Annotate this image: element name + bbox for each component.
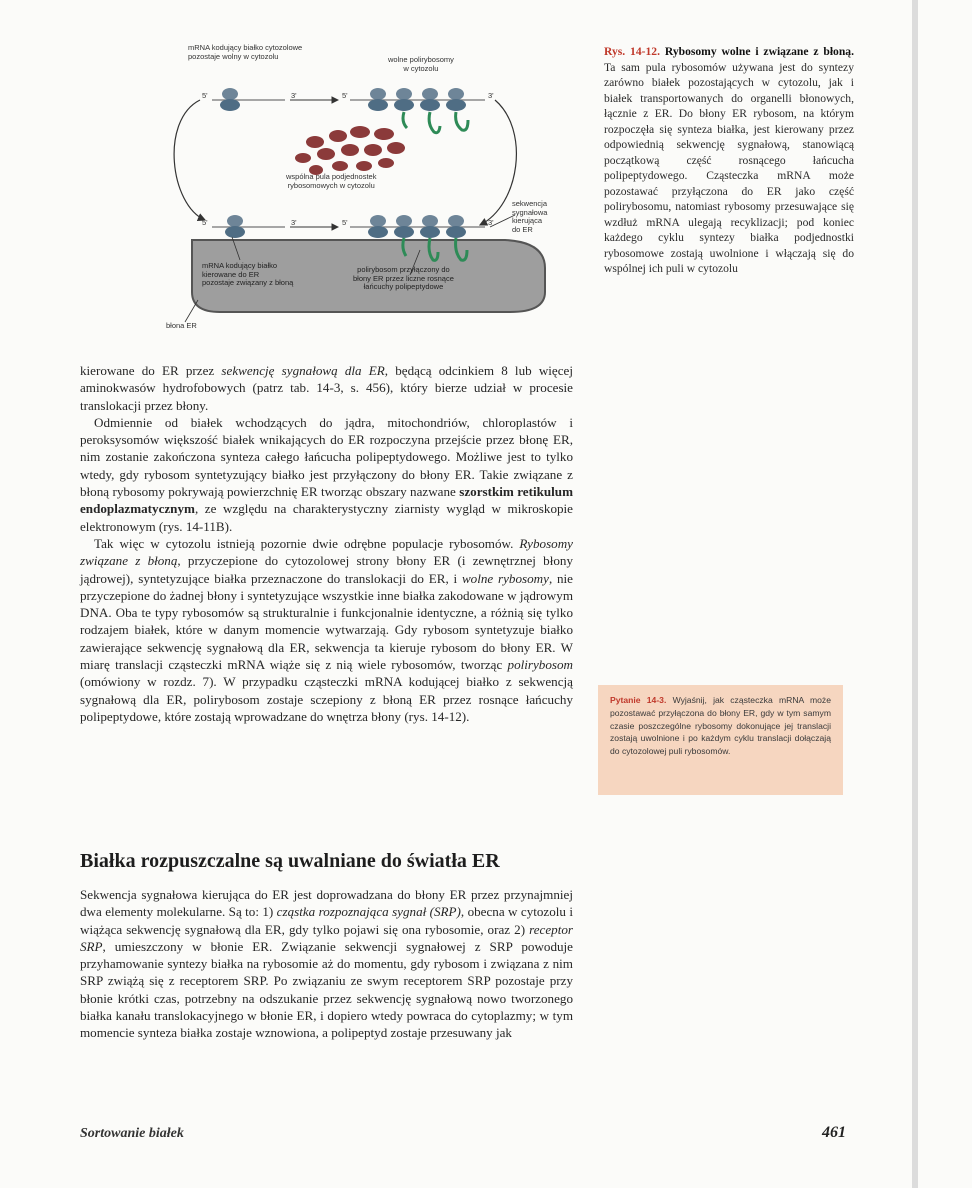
main-body bbox=[80, 362, 573, 725]
section-body bbox=[80, 886, 573, 1042]
paragraph: kierowane do ER przez sekwencję sygnałową dla ER, będącą odcinkiem 8 lub więcej aminokwasów hydrofobowych (patrz tab. 14-3, s. 456), który bierze udział w procesie translokacji przez błony. bbox=[80, 363, 574, 413]
label-mrna-free: mRNA kodujący białko cytozolowe pozostaje wolny w cytozolu bbox=[188, 43, 303, 61]
caption-title: Rybosomy wolne i związane z błoną. bbox=[664, 45, 854, 58]
subunit-pool-icon bbox=[295, 126, 405, 175]
recycle-arrow-right bbox=[480, 100, 516, 225]
figure-caption bbox=[604, 44, 854, 277]
caption-text: Ta sam pula rybosomów używana jest do syntezy zarówno białek pozostających w cytozolu, jak i białek transportowanych do organelli błonowych, łącznie z ER. Do błony ER rybosom, na którym rozpoczęła się synteza białka, jest kierowany przez odpowiednią sekwencję sygnałową, stanowiącą początkową część rosnącego łańcucha polipeptydowego. Cząsteczka mRNA może pozostawać przyłączona do ER jako część polirybosomu, natomiast rybosomy przesuwające się wzdłuż mRNA ulegają recyklizacji; pod koniec każdego cyklu syntezy białka podjednostki rybosomowe zostają uwolnione i włączają się do wspólnej ich puli w cytozolu bbox=[604, 60, 854, 275]
label-3prime: 3' bbox=[488, 91, 494, 100]
label-5prime: 5' bbox=[342, 218, 348, 227]
label-free-polysome: wolne polirybosomy w cytozolu bbox=[388, 55, 454, 73]
running-title: Sortowanie białek bbox=[80, 1126, 184, 1141]
page-edge-shadow bbox=[912, 0, 918, 1188]
label-3prime: 3' bbox=[291, 218, 297, 227]
question-text: Wyjaśnij, jak cząsteczka mRNA może pozostawać przyłączona do błony ER, gdy w tym samym czasie poszczególne rybosomy dokonujące jej translacji zostają uwolnione i po każdym cyklu translacji dołączają do cytozolowej puli rybosomów. bbox=[610, 695, 831, 757]
caption-label: Rys. 14-12. bbox=[604, 45, 660, 58]
page-number: 461 bbox=[822, 1124, 846, 1141]
label-signal-sequence: sekwencja sygnałowa kierująca do ER bbox=[512, 199, 548, 234]
label-3prime: 3' bbox=[291, 91, 297, 100]
paragraph: Odmiennie od białek wchodzących do jądra, mitochondriów, chloroplastów i peroksysomów większość białek wnikających do ER rozpoczyna przejście przez błonę ER, nim zostanie zakończona synteza całego łańcucha polipeptydowego. Możliwe jest to tylko wtedy, gdy rybosom syntetyzujący białko jest przyłączony do błony ER. Takie związane z błoną rybosomy pokrywają powierzchnię ER tworząc obszary nazwane szorstkim retikulum endoplazmatycznym, ze względu na charakterystyczny ziarnisty wygląd w mikroskopie elektronowym (rys. 14-11B). bbox=[80, 414, 573, 534]
ribosome-figure bbox=[160, 30, 580, 345]
paragraph: Tak więc w cytozolu istnieją pozornie dwie odrębne populacje rybosomów. Rybosomy związane z błoną, przyczepione do cytozolowej strony błony ER (i zewnętrznej błony jądrowej), syntetyzujące białka przeznaczone do translokacji do ER, i wolne rybosomy, nie przyczepione do żadnej błony i syntetyzujące wszystkie inne białka zakodowane w jądrowym DNA. Oba te typy rybosomów są strukturalnie i funkcjonalnie identyczne, a różnią się tylko rodzajem białek, które w danym momencie wytwarzają. Gdy rybosom syntetyzuje białko zawierające sekwencję sygnałową dla ER, sekwencja ta kieruje rybosom do błony ER. W miarę translacji cząsteczki mRNA wiąże się z nią wiele rybosomów, tworząc polirybosom (omówiony w rozdz. 7). W przypadku cząsteczki mRNA kodującej białko z sekwencją sygnałową dla ER, polirybosom zostaje sczepiony z błoną ER przez rosnące łańcuchy polipeptydowe, które zostają wprowadzane do wnętrza błony (rys. 14-12). bbox=[80, 535, 573, 724]
label-mrna-er: mRNA kodujący białko kierowane do ER pozostaje związany z błoną bbox=[202, 261, 294, 288]
free-polysome-icon bbox=[368, 88, 468, 133]
label-5prime: 5' bbox=[202, 91, 208, 100]
question-box bbox=[598, 685, 843, 795]
label-5prime: 5' bbox=[202, 218, 208, 227]
section-heading: Białka rozpuszczalne są uwalniane do światła ER bbox=[80, 850, 500, 872]
label-subunit-pool: wspólna pula podjednostek rybosomowych w cytozolu bbox=[286, 172, 377, 190]
label-5prime: 5' bbox=[342, 91, 348, 100]
paragraph: Sekwencja sygnałowa kierująca do ER jest doprowadzana do błony ER przez przynajmniej dwa elementy molekularne. Są to: 1) cząstka rozpoznająca sygnał (SRP), obecna w cytozolu i wiążąca sekwencję sygnałową dla ER, gdy tylko pojawi się ona rybosomie, oraz 2) receptor SRP, umieszczony w błonie ER. Związanie sekwencji sygnałowej z SRP powoduje przyhamowanie syntezy białka na rybosomie aż do momentu, gdy rybosom i związana z nim SRP zwiążą się z receptorem SRP. Po związaniu ze swym receptorem SRP pozostaje przy błonie krótki czas, potrzebny na odszukanie przez sekwencję sygnałową nowo tworzonego białka kanału translokacyjnego w błonie ER, i dopiero wtedy powraca do cytoplazmy; w tym momencie synteza białka zostaje wznowiona, a polipeptyd zostaje przesuwany jak bbox=[80, 887, 574, 1041]
label-polysome-er: polirybosom przyłączony do błony ER przez liczne rosnące łańcuchy polipeptydowe bbox=[353, 265, 454, 292]
recycle-arrow-left bbox=[174, 100, 205, 220]
question-label: Pytanie 14-3. bbox=[610, 695, 667, 705]
label-er-membrane: błona ER bbox=[166, 321, 197, 330]
label-3prime: 3' bbox=[488, 218, 494, 227]
